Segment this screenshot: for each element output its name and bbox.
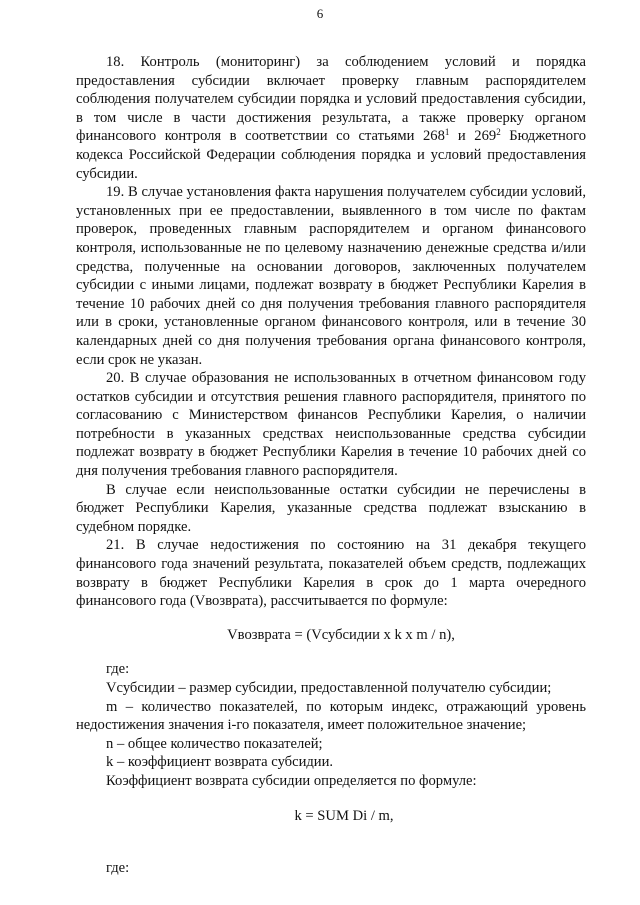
definition-m: m – количество показателей, по которым индекс, отражающий уровень недостижения значения i-го показателя, имеет положительное значение; <box>76 698 586 734</box>
paragraph-19: 19. В случае установления факта нарушения получателем субсидии условий, установленных при ее предоставлении, выявленного в том числе по фактам проверок, проведенных главным распорядителем и органом финансового контроля, использованные не по целевому назначению денежные средства и/или средства, полученные на основании договоров, заключенных получателем субсидии с иными лицами, подлежат возврату в бюджет Республики Карелия в течение 10 рабочих дней со дня получения требования главного распорядителя или в сроки, установленные органом финансового контроля, или в течение 30 календарных дней со дня получения требования органа финансового контроля, если срок не указан. <box>76 184 586 368</box>
paragraph-20-continuation: В случае если неиспользованные остатки субсидии не перечислены в бюджет Республики Карелия, указанные средства подлежат взысканию в судебном порядке. <box>76 481 586 535</box>
definition-v-subsidy: Vсубсидии – размер субсидии, предоставленной получателю субсидии; <box>106 680 552 696</box>
definition-k: k – коэффициент возврата субсидии. <box>106 754 334 771</box>
page-number: 6 <box>316 6 324 21</box>
formula-refund-coefficient: k = SUM Di / m, <box>294 807 394 824</box>
document-body <box>76 53 586 878</box>
where-label-2: где: <box>106 860 130 877</box>
superscript-1: 1 <box>444 127 450 138</box>
paragraph-20: 20. В случае образования не использованных в отчетном финансовом году остатков субсидии и отсутствия решения главного распорядителя, принятого по согласованию с Министерством финансов Республики Карелия, о наличии потребности в указанных средствах неиспользованные средства субсидии подлежат возврату в бюджет Республики Карелия в течение 10 рабочих дней со дня получения требования главного распорядителя. <box>76 370 586 480</box>
paragraph-21: 21. В случае недостижения по состоянию на 31 декабря текущего финансового года значений результата, показателей объем средств, подлежащих возврату в бюджет Республики Карелия в срок до 1 марта очередного финансового года (Vвозврата), рассчитывается по формуле: <box>76 537 586 610</box>
paragraph-18-text-c: Бюджетного кодекса Российской Федерации соблюдения порядка и условий предоставления субсидии. <box>76 128 587 182</box>
where-label-1: где: <box>106 661 130 678</box>
paragraph-18 <box>76 53 586 183</box>
paragraph-18-text-a: 18. Контроль (мониторинг) за соблюдением условий и порядка предоставления субсидии включает проверку главным распорядителем соблюдения получателем субсидии порядка и условий предоставления субсидии, в том числе в части достижения результата, а также проверку органом финансового контроля в соответствии со статьями 268 <box>76 54 586 145</box>
superscript-2: 2 <box>496 127 501 138</box>
paragraph-18-text-b: и 269 <box>449 128 497 145</box>
k-formula-intro: Коэффициент возврата субсидии определяется по формуле: <box>106 772 477 789</box>
formula-refund-volume: Vвозврата = (Vсубсидии х k х m / n), <box>227 626 455 643</box>
definition-n: n – общее количество показателей; <box>106 735 323 752</box>
